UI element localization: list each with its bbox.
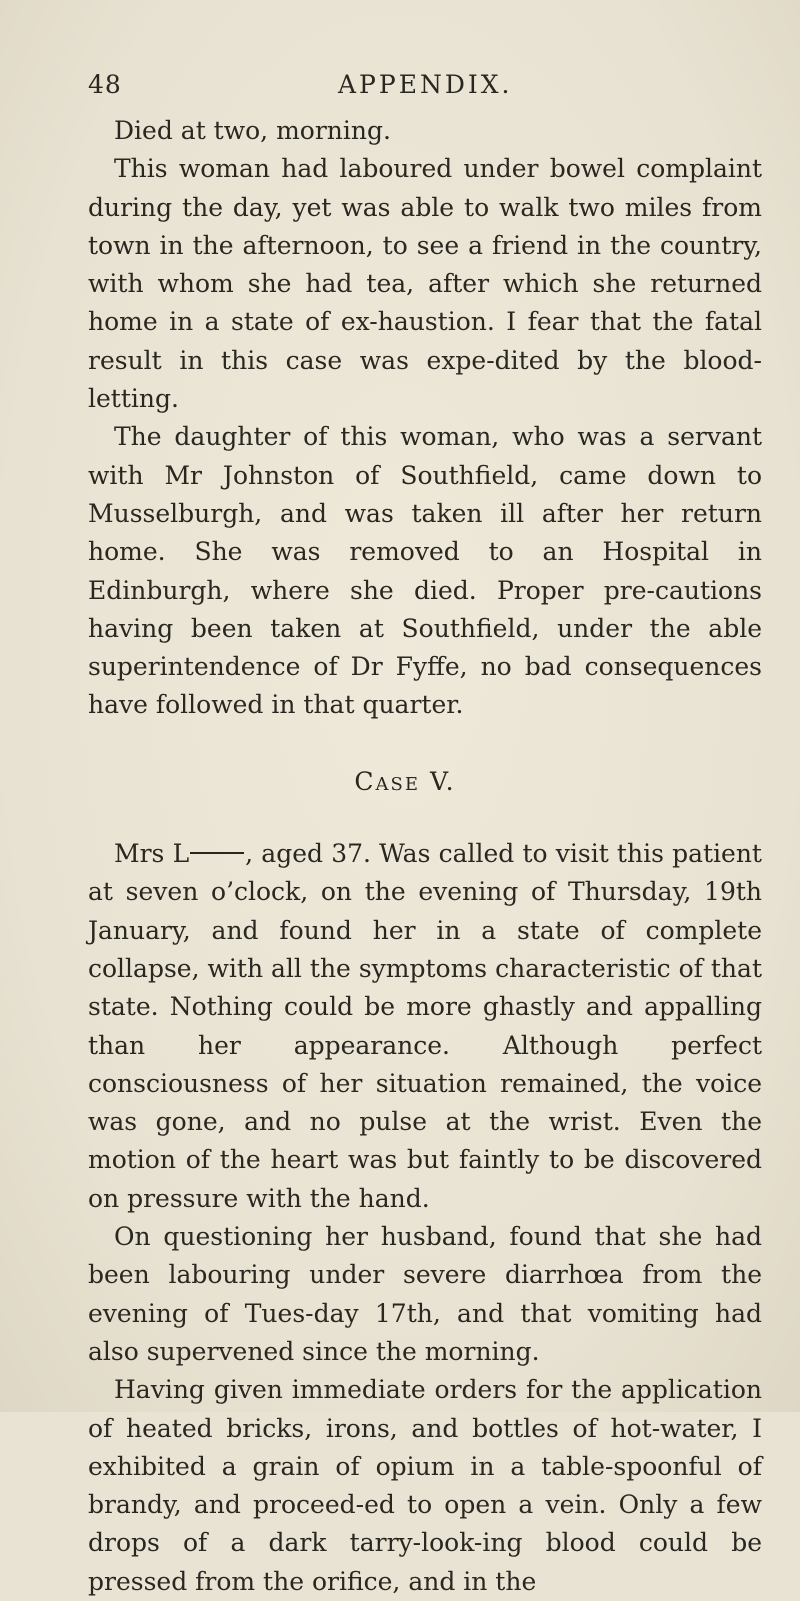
- body-text: [88, 112, 762, 1601]
- running-title: APPENDIX.: [338, 70, 513, 99]
- patient-name: Mrs L: [114, 839, 190, 869]
- paragraph-died: Died at two, morning.: [114, 116, 391, 145]
- paragraph-daughter: The daughter of this woman, who was a servant with Mr Johnston of Southfield, came down to Musselburgh, and was taken ill after her return home. She was removed to an Hospital in Edinburgh, where she died. Proper pre-cautions having been taken at Southfield, under the able superintendence of Dr Fyffe, no bad consequences have followed in that quarter.: [88, 422, 762, 720]
- running-head: [88, 0, 762, 112]
- paragraph-woman: This woman had laboured under bowel complaint during the day, yet was able to walk two miles from town in the afternoon, to see a friend in the country, with whom she had tea, after which she returned home in a state of ex-haustion. I fear that the fatal result in this case was expe-dited by the blood-letting.: [88, 154, 762, 414]
- paragraph-treatment: Having given immediate orders for the application of heated bricks, irons, and bottles of hot-water, I exhibited a grain of opium in a table-spoonful of brandy, and proceed-ed to open a vein. Only a few drops of a dark tarry-look-ing blood could be pressed from the orifice, and in the: [88, 1375, 762, 1596]
- paragraph-case-intro: [88, 835, 762, 1218]
- name-omission-dash: [190, 852, 244, 854]
- paragraph-questioning: On questioning her husband, found that she had been labouring under severe diarrhœa from the evening of Tues-day 17th, and that vomiting had also supervened since the morning.: [88, 1222, 762, 1366]
- case-heading: Case V.: [354, 766, 456, 796]
- case-intro-text: , aged 37. Was called to visit this patient at seven o’clock, on the evening of Thursday, 19th January, and found her in a state of complete collapse, with all the symptoms characteristic of that state. Nothing could be more ghastly and appalling than her appearance. Although perfect consciousness of her situation remained, the voice was gone, and no pulse at the wrist. Even the motion of the heart was but faintly to be discovered on pressure with the hand.: [88, 839, 762, 1213]
- page-number: 48: [88, 70, 122, 99]
